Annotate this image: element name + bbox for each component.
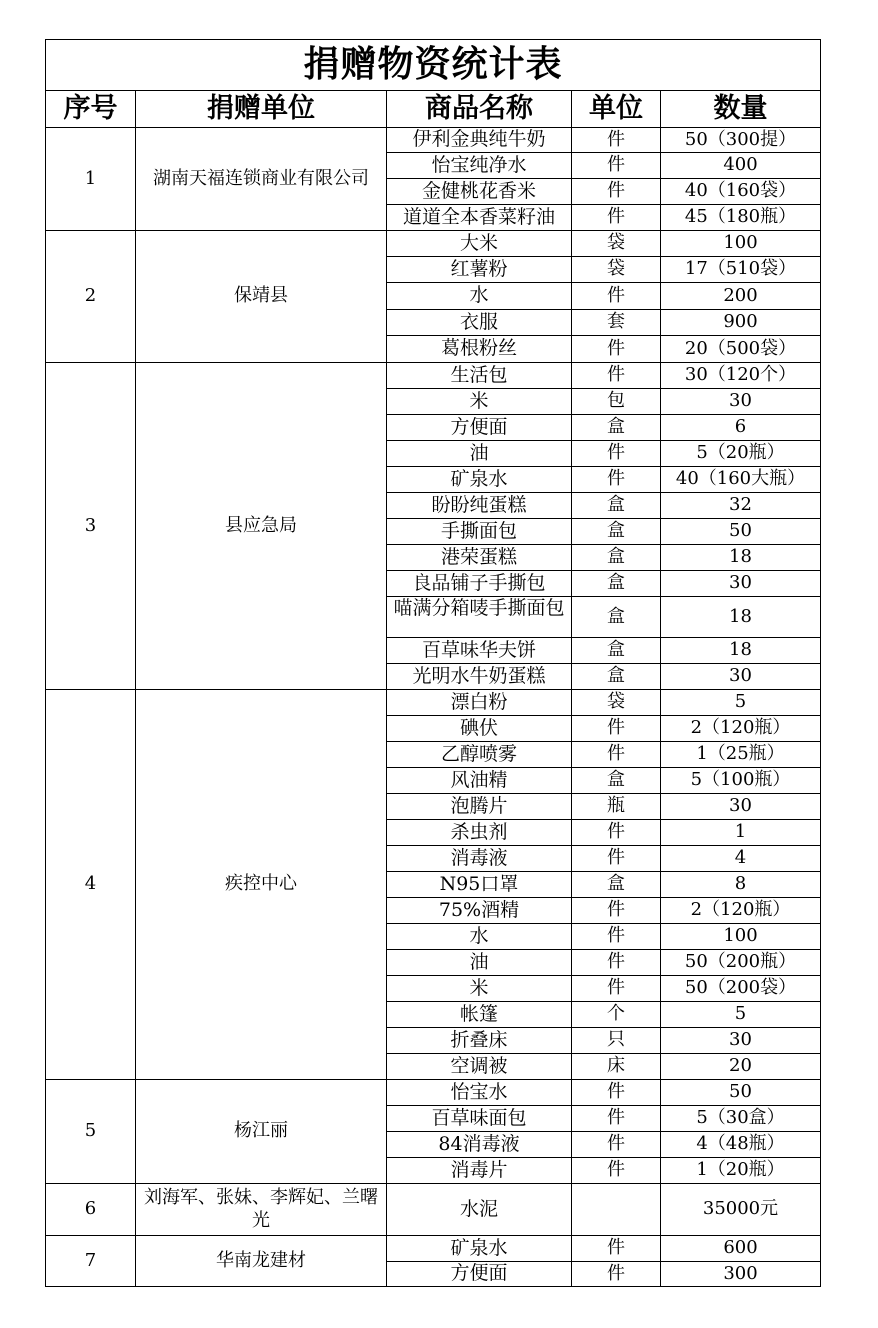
donor-name: 杨江丽 — [136, 1080, 387, 1184]
item-quantity: 35000元 — [661, 1184, 821, 1236]
item-name: 84消毒液 — [387, 1132, 572, 1158]
header-donor: 捐赠单位 — [136, 91, 387, 128]
donor-name: 县应急局 — [136, 363, 387, 690]
item-unit: 件 — [572, 898, 661, 924]
item-quantity: 20（500袋） — [661, 336, 821, 363]
item-name: 大米 — [387, 231, 572, 257]
row-index: 1 — [46, 128, 136, 231]
item-unit: 件 — [572, 363, 661, 389]
item-quantity: 1（20瓶） — [661, 1158, 821, 1184]
item-unit: 件 — [572, 1132, 661, 1158]
item-name: 方便面 — [387, 415, 572, 441]
item-unit: 袋 — [572, 231, 661, 257]
item-unit: 件 — [572, 153, 661, 179]
row-index: 6 — [46, 1184, 136, 1236]
row-index: 3 — [46, 363, 136, 690]
item-unit: 盒 — [572, 872, 661, 898]
item-name: 红薯粉 — [387, 257, 572, 283]
item-unit: 包 — [572, 389, 661, 415]
item-unit: 盒 — [572, 519, 661, 545]
item-name: 75%酒精 — [387, 898, 572, 924]
item-name: 矿泉水 — [387, 467, 572, 493]
item-unit: 袋 — [572, 690, 661, 716]
item-unit: 件 — [572, 205, 661, 231]
item-quantity: 50（200瓶） — [661, 950, 821, 976]
item-name: 生活包 — [387, 363, 572, 389]
item-unit: 件 — [572, 950, 661, 976]
item-name: 矿泉水 — [387, 1236, 572, 1262]
item-name: 水 — [387, 283, 572, 310]
item-name: 漂白粉 — [387, 690, 572, 716]
item-name: 手撕面包 — [387, 519, 572, 545]
item-name: 油 — [387, 950, 572, 976]
item-unit: 件 — [572, 336, 661, 363]
item-unit: 件 — [572, 924, 661, 950]
item-unit: 件 — [572, 1106, 661, 1132]
item-name: 米 — [387, 389, 572, 415]
item-name: 水 — [387, 924, 572, 950]
item-unit: 件 — [572, 846, 661, 872]
row-index: 5 — [46, 1080, 136, 1184]
donation-table — [45, 39, 821, 1287]
item-quantity: 45（180瓶） — [661, 205, 821, 231]
item-unit: 个 — [572, 1002, 661, 1028]
item-name: 怡宝纯净水 — [387, 153, 572, 179]
row-index: 2 — [46, 231, 136, 363]
item-unit: 套 — [572, 310, 661, 336]
item-quantity: 5（20瓶） — [661, 441, 821, 467]
item-quantity: 8 — [661, 872, 821, 898]
item-quantity: 18 — [661, 597, 821, 638]
item-name: 消毒片 — [387, 1158, 572, 1184]
item-unit: 盒 — [572, 545, 661, 571]
item-unit: 盒 — [572, 638, 661, 664]
item-name: 折叠床 — [387, 1028, 572, 1054]
item-unit: 盒 — [572, 493, 661, 519]
item-quantity: 600 — [661, 1236, 821, 1262]
item-name: 帐篷 — [387, 1002, 572, 1028]
table-row — [46, 690, 821, 716]
item-unit: 盒 — [572, 597, 661, 638]
item-name: 道道全本香菜籽油 — [387, 205, 572, 231]
item-quantity: 30 — [661, 1028, 821, 1054]
header-item: 商品名称 — [387, 91, 572, 128]
table-row — [46, 1184, 821, 1236]
item-quantity: 6 — [661, 415, 821, 441]
item-name: 泡腾片 — [387, 794, 572, 820]
item-name: 怡宝水 — [387, 1080, 572, 1106]
item-unit: 袋 — [572, 257, 661, 283]
item-unit: 件 — [572, 742, 661, 768]
header-unit: 单位 — [572, 91, 661, 128]
item-name: 光明水牛奶蛋糕 — [387, 664, 572, 690]
item-quantity: 30 — [661, 389, 821, 415]
item-quantity: 40（160袋） — [661, 179, 821, 205]
item-name: 碘伏 — [387, 716, 572, 742]
item-quantity: 50（300提） — [661, 128, 821, 153]
item-name: 盼盼纯蛋糕 — [387, 493, 572, 519]
row-index: 4 — [46, 690, 136, 1080]
item-unit: 件 — [572, 1158, 661, 1184]
item-quantity: 32 — [661, 493, 821, 519]
item-name: 杀虫剂 — [387, 820, 572, 846]
item-unit: 件 — [572, 179, 661, 205]
donor-name: 疾控中心 — [136, 690, 387, 1080]
header-row — [46, 91, 821, 128]
item-name: 百草味面包 — [387, 1106, 572, 1132]
item-name: N95口罩 — [387, 872, 572, 898]
item-unit: 盒 — [572, 664, 661, 690]
item-unit: 件 — [572, 820, 661, 846]
item-quantity: 30（120个） — [661, 363, 821, 389]
item-unit: 件 — [572, 716, 661, 742]
item-name: 喵满分箱唛手撕面包 — [387, 597, 572, 638]
item-unit: 只 — [572, 1028, 661, 1054]
header-quantity: 数量 — [661, 91, 821, 128]
item-quantity: 4 — [661, 846, 821, 872]
table-row — [46, 1080, 821, 1106]
item-quantity: 18 — [661, 545, 821, 571]
item-quantity: 1 — [661, 820, 821, 846]
item-name: 金健桃花香米 — [387, 179, 572, 205]
item-quantity: 900 — [661, 310, 821, 336]
item-name: 港荣蛋糕 — [387, 545, 572, 571]
item-quantity: 40（160大瓶） — [661, 467, 821, 493]
item-name: 空调被 — [387, 1054, 572, 1080]
table-body — [46, 128, 821, 1287]
item-quantity: 100 — [661, 924, 821, 950]
item-name: 衣服 — [387, 310, 572, 336]
item-quantity: 5 — [661, 1002, 821, 1028]
item-unit: 盒 — [572, 415, 661, 441]
item-quantity: 2（120瓶） — [661, 716, 821, 742]
item-unit: 件 — [572, 441, 661, 467]
table-title: 捐赠物资统计表 — [46, 40, 821, 91]
donor-name: 刘海军、张妹、李辉妃、兰曙光 — [136, 1184, 387, 1236]
table-row — [46, 1236, 821, 1262]
item-unit: 件 — [572, 1262, 661, 1287]
table-row — [46, 363, 821, 389]
donor-name: 华南龙建材 — [136, 1236, 387, 1287]
item-quantity: 50（200袋） — [661, 976, 821, 1002]
item-name: 水泥 — [387, 1184, 572, 1236]
item-unit: 件 — [572, 976, 661, 1002]
item-unit: 件 — [572, 1080, 661, 1106]
item-unit: 件 — [572, 1236, 661, 1262]
item-unit: 床 — [572, 1054, 661, 1080]
item-quantity: 4（48瓶） — [661, 1132, 821, 1158]
table-row — [46, 128, 821, 153]
donor-name: 湖南天福连锁商业有限公司 — [136, 128, 387, 231]
item-quantity: 18 — [661, 638, 821, 664]
item-quantity: 200 — [661, 283, 821, 310]
item-quantity: 50 — [661, 1080, 821, 1106]
item-quantity: 5（30盒） — [661, 1106, 821, 1132]
item-name: 消毒液 — [387, 846, 572, 872]
item-quantity: 1（25瓶） — [661, 742, 821, 768]
item-name: 葛根粉丝 — [387, 336, 572, 363]
item-unit: 瓶 — [572, 794, 661, 820]
item-name: 良品铺子手撕包 — [387, 571, 572, 597]
item-quantity: 50 — [661, 519, 821, 545]
item-quantity: 30 — [661, 664, 821, 690]
item-name: 方便面 — [387, 1262, 572, 1287]
item-quantity: 5（100瓶） — [661, 768, 821, 794]
table-row — [46, 231, 821, 257]
item-unit — [572, 1184, 661, 1236]
item-name: 风油精 — [387, 768, 572, 794]
donor-name: 保靖县 — [136, 231, 387, 363]
item-name: 油 — [387, 441, 572, 467]
item-quantity: 100 — [661, 231, 821, 257]
item-name: 乙醇喷雾 — [387, 742, 572, 768]
item-unit: 件 — [572, 128, 661, 153]
item-quantity: 300 — [661, 1262, 821, 1287]
item-name: 米 — [387, 976, 572, 1002]
item-quantity: 20 — [661, 1054, 821, 1080]
item-quantity: 30 — [661, 794, 821, 820]
row-index: 7 — [46, 1236, 136, 1287]
item-quantity: 2（120瓶） — [661, 898, 821, 924]
item-quantity: 17（510袋） — [661, 257, 821, 283]
item-unit: 盒 — [572, 571, 661, 597]
item-name: 百草味华夫饼 — [387, 638, 572, 664]
item-quantity: 30 — [661, 571, 821, 597]
item-name: 伊利金典纯牛奶 — [387, 128, 572, 153]
item-quantity: 400 — [661, 153, 821, 179]
header-index: 序号 — [46, 91, 136, 128]
item-unit: 件 — [572, 283, 661, 310]
item-unit: 件 — [572, 467, 661, 493]
item-quantity: 5 — [661, 690, 821, 716]
item-unit: 盒 — [572, 768, 661, 794]
